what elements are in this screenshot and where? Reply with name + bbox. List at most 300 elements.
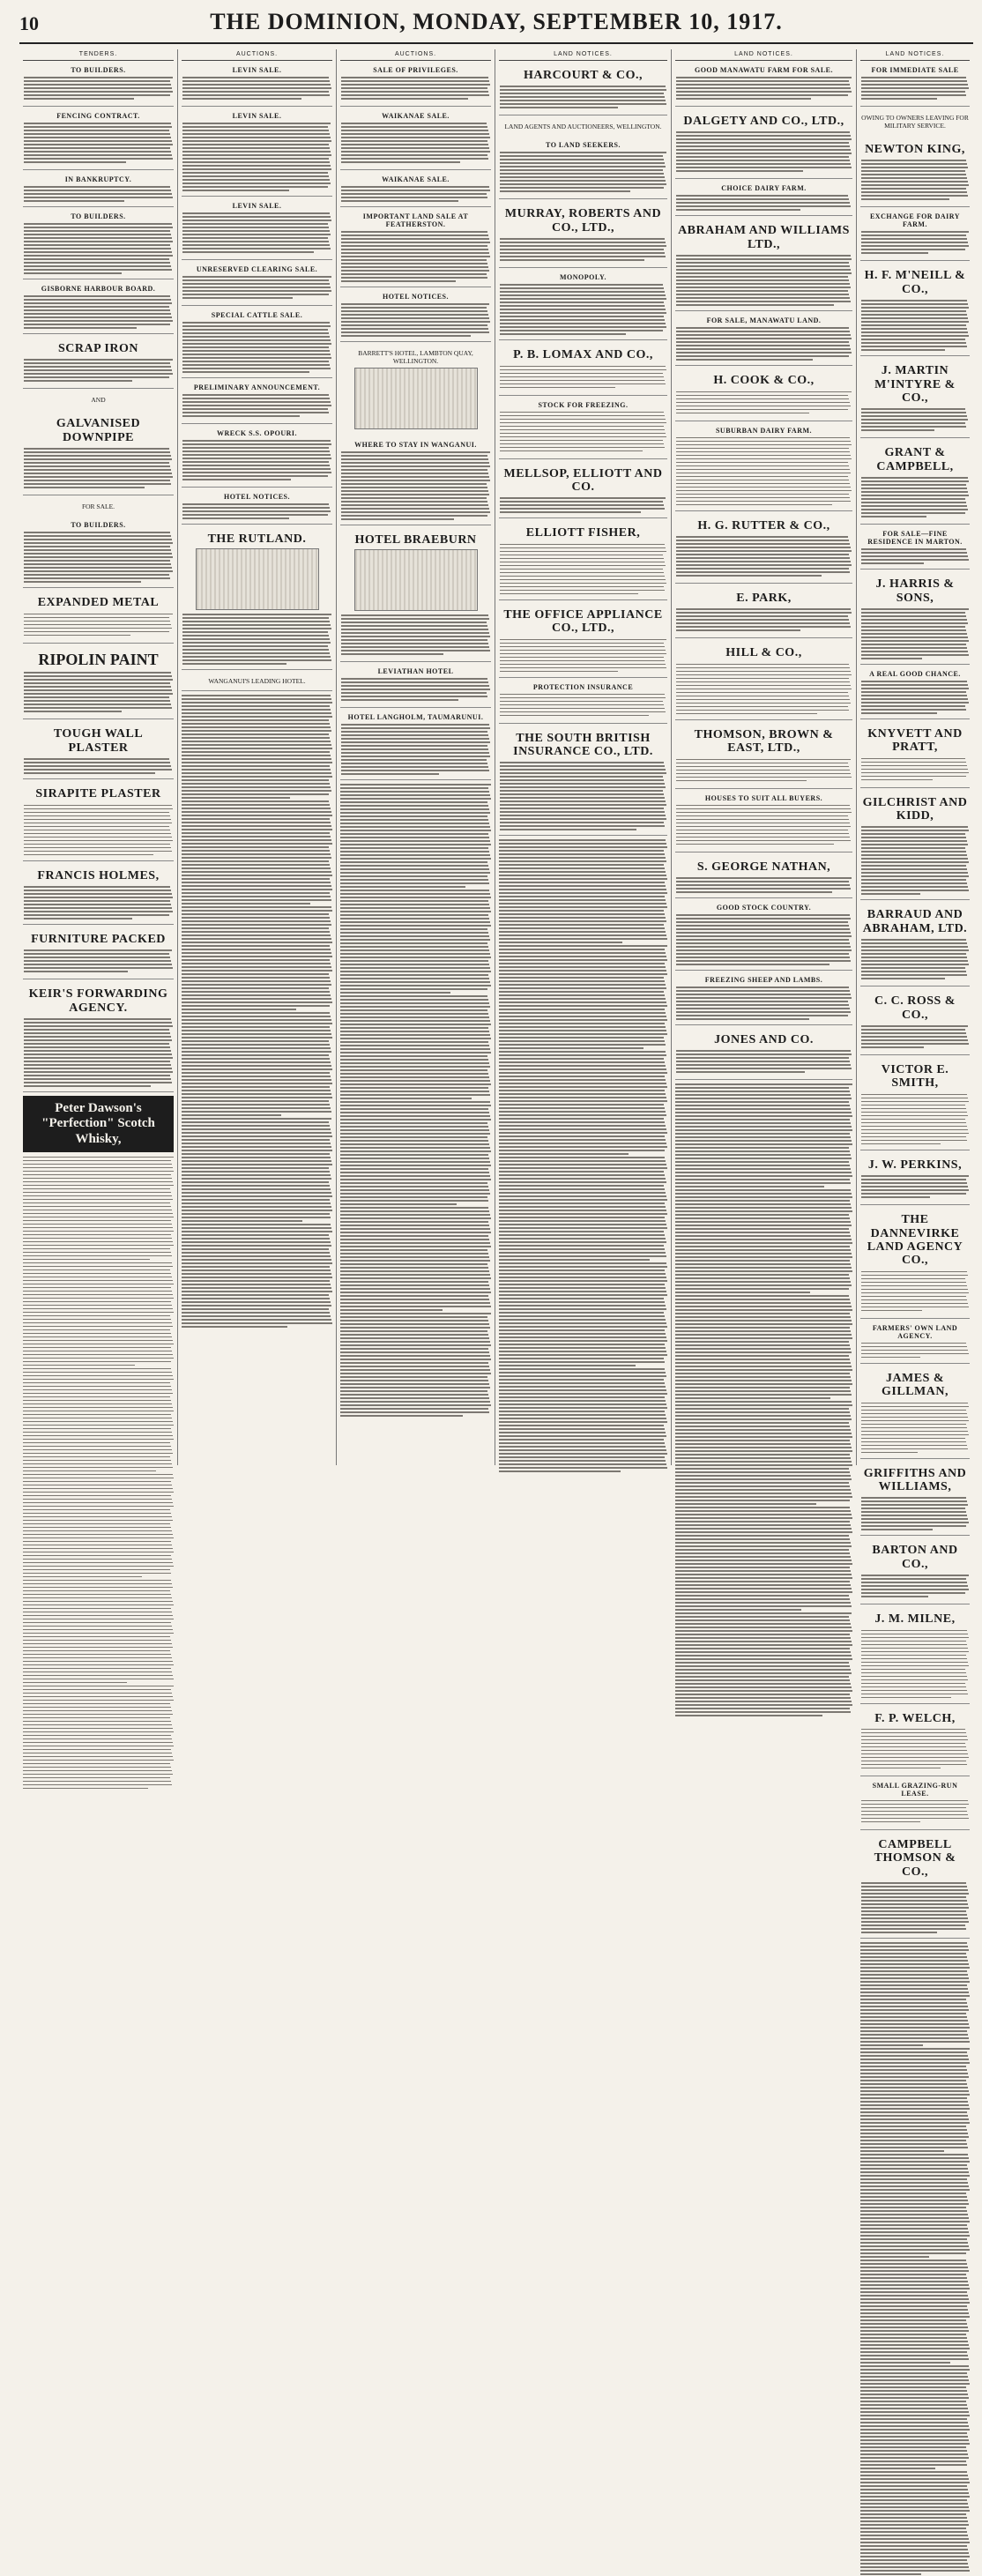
advertisement <box>23 722 174 779</box>
advertisement <box>23 337 174 389</box>
advertisement <box>860 989 970 1055</box>
small-print-text <box>500 693 666 719</box>
small-print-text <box>182 503 331 520</box>
column-header: LAND NOTICES. <box>860 49 970 61</box>
advertisement <box>182 490 332 525</box>
ad-display-name: J. HARRIS & SONS, <box>875 577 955 605</box>
small-print-text <box>182 321 331 374</box>
ad-heading: SMALL GRAZING-RUN LEASE. <box>872 1781 958 1798</box>
small-print-text <box>860 2047 970 2153</box>
advertisement <box>499 118 667 136</box>
ad-display-name: TOUGH WALL PLASTER <box>53 727 144 755</box>
ad-heading: A REAL GOOD CHANCE. <box>869 669 961 678</box>
small-print-text <box>861 1270 969 1314</box>
ad-heading: IN BANKRUPTCY. <box>64 175 132 183</box>
column-header: LAND NOTICES. <box>675 49 852 61</box>
advertisement <box>182 673 332 691</box>
small-print-text <box>24 949 173 975</box>
small-print-text <box>24 122 173 166</box>
ad-heading: GOOD STOCK COUNTRY. <box>716 903 812 912</box>
small-print-text <box>676 607 852 634</box>
small-print-text <box>340 1100 491 1206</box>
small-print-text <box>676 194 852 212</box>
small-print-text <box>182 275 331 302</box>
ad-display-name: H. F. M'NEILL & CO., <box>864 269 966 296</box>
advertisement <box>23 391 174 409</box>
advertisement <box>23 927 174 979</box>
ad-display-name: J. W. PERKINS, <box>867 1158 963 1172</box>
ad-heading: STOCK FOR FREEZING. <box>538 400 629 409</box>
ad-display-name: NEWTON KING, <box>865 143 965 156</box>
small-print-text <box>500 85 666 111</box>
small-print-text <box>340 994 491 1100</box>
advertisement <box>23 864 174 925</box>
ad-display-name: SIRAPITE PLASTER <box>35 787 161 801</box>
advertisement <box>340 109 491 170</box>
small-print-text <box>23 1473 174 1579</box>
ad-heading: UNRESERVED CLEARING SALE. <box>196 265 318 273</box>
advertisement <box>675 63 852 107</box>
ad-heading: EXCHANGE FOR DAIRY FARM. <box>869 212 961 229</box>
advertisement <box>499 681 667 724</box>
hotel-illustration <box>196 548 319 610</box>
ad-heading: WHERE TO STAY IN WANGANUI. <box>354 441 477 449</box>
small-print-text <box>499 838 667 944</box>
ad-display-name: ELLIOTT FISHER, <box>525 526 641 540</box>
advertisement <box>340 210 491 287</box>
ad-display-name: MELLSOP, ELLIOTT AND CO. <box>503 466 663 494</box>
advertisement <box>499 271 667 340</box>
small-print-text <box>500 638 666 674</box>
small-print-text <box>861 825 969 896</box>
advertisement <box>860 63 970 107</box>
small-print-text <box>182 1223 332 1329</box>
ad-heading: LEVIN SALE. <box>232 202 282 210</box>
small-print-text <box>24 804 173 857</box>
small-print-text <box>676 436 852 507</box>
ad-subheading: OWING TO OWNERS LEAVING FOR MILITARY SERVICE. <box>861 114 969 130</box>
ad-display-name: J. M. MILNE, <box>874 1612 956 1627</box>
advertisement <box>499 521 667 599</box>
small-print-text <box>341 677 490 704</box>
small-print-text <box>861 1093 969 1146</box>
small-print-text <box>676 986 852 1021</box>
small-print-text <box>340 1206 491 1312</box>
advertisement <box>675 641 852 719</box>
advertisement <box>499 603 667 678</box>
small-print-text <box>676 804 852 848</box>
small-print-text <box>861 159 969 203</box>
small-print-text <box>861 1024 969 1051</box>
small-print-text <box>24 185 173 203</box>
advertisement <box>340 290 491 342</box>
advertisement <box>182 381 332 424</box>
ad-display-name: EXPANDED METAL <box>37 596 160 610</box>
small-print-text <box>675 1083 852 1188</box>
small-print-text <box>182 393 331 420</box>
small-print-text <box>861 407 969 434</box>
small-print-text <box>861 547 969 565</box>
advertisement <box>340 63 491 107</box>
small-print-text <box>500 411 666 455</box>
ad-display-name: THE OFFICE APPLIANCE CO., LTD., <box>503 607 663 636</box>
ad-display-name: VICTOR E. SMITH, <box>881 1063 949 1091</box>
ad-display-name: DALGETY AND CO., LTD., <box>683 115 844 128</box>
advertisement <box>23 982 174 1092</box>
ad-heading: HOTEL NOTICES. <box>382 293 450 301</box>
advertisement <box>675 586 852 638</box>
small-print-text <box>860 1941 970 2047</box>
ad-heading: SPECIAL CATTLE SALE. <box>211 311 303 319</box>
ad-display-name: GALVANISED DOWNPIPE <box>56 417 141 444</box>
small-print-text <box>24 76 173 102</box>
small-print-text <box>676 76 852 102</box>
advertisement <box>860 1322 970 1364</box>
ad-heading: MONOPOLY. <box>559 273 607 282</box>
advertisement <box>860 1366 970 1459</box>
ad-display-name: C. C. ROSS & CO., <box>874 994 956 1022</box>
advertisement <box>860 527 970 570</box>
advertisement <box>182 263 332 306</box>
column-2 <box>178 49 337 1465</box>
advertisement <box>860 1058 970 1150</box>
advertisement <box>675 1028 852 1080</box>
advertisement <box>675 855 852 898</box>
ad-heading: FOR IMMEDIATE SALE <box>871 66 959 74</box>
advertisement <box>860 903 970 986</box>
small-print-text <box>675 1506 852 1612</box>
ad-display-name: BARRAUD AND ABRAHAM, LTD. <box>862 908 968 935</box>
small-print-text <box>676 913 852 966</box>
small-print-text <box>861 299 969 352</box>
advertisement <box>23 282 174 334</box>
advertisement <box>340 345 491 436</box>
ad-display-name: GILCHRIST AND KIDD, <box>862 795 968 823</box>
small-print-text <box>676 130 852 175</box>
ad-heading: WAIKANAE SALE. <box>382 112 450 120</box>
small-print-text <box>675 1612 852 1717</box>
small-print-text <box>676 391 852 417</box>
small-print-text <box>500 543 666 596</box>
small-print-text <box>861 1728 969 1772</box>
advertisement <box>182 199 332 260</box>
small-print-text <box>500 151 666 195</box>
advertisement <box>23 646 174 720</box>
ad-heading: FENCING CONTRACT. <box>56 112 140 120</box>
advertisement <box>23 591 174 643</box>
ad-heading: IMPORTANT LAND SALE AT FEATHERSTON. <box>362 212 469 228</box>
ad-display-name: RIPOLIN PAINT <box>38 650 159 668</box>
ad-display-name: KEIR'S FORWARDING AGENCY. <box>28 987 168 1015</box>
ad-heading: HOTEL NOTICES. <box>223 493 291 501</box>
small-print-text <box>182 212 331 256</box>
small-print-text <box>182 122 331 192</box>
advertisement <box>860 1707 970 1776</box>
advertisement <box>23 210 174 279</box>
advertisement <box>23 412 174 495</box>
advertisement <box>182 309 332 378</box>
small-print-text <box>499 1156 667 1262</box>
column-6 <box>857 49 973 1879</box>
small-print-text <box>500 496 666 514</box>
advertisement <box>675 901 852 971</box>
advertisement <box>23 109 174 170</box>
small-print-text <box>24 294 173 330</box>
small-print-text <box>341 185 490 203</box>
ad-heading: FOR SALE, MANAWATU LAND. <box>706 316 822 325</box>
small-print-text <box>676 876 852 894</box>
advertisement <box>499 138 667 199</box>
ad-heading: LEVIATHAN HOTEL <box>377 667 454 676</box>
advertisement <box>675 219 852 311</box>
advertisement <box>675 514 852 584</box>
small-print-text <box>23 1579 174 1685</box>
small-print-text <box>500 283 666 336</box>
small-print-text <box>676 535 852 579</box>
small-print-text <box>676 254 852 307</box>
small-print-text <box>341 450 490 521</box>
advertisement <box>675 723 852 789</box>
ad-display-name: SCRAP IRON <box>58 342 138 355</box>
small-print-text <box>500 761 666 831</box>
small-print-text <box>500 365 666 391</box>
advertisement <box>23 782 174 860</box>
page-number: 10 <box>19 12 39 34</box>
small-print-text <box>24 531 173 584</box>
advertisement <box>860 441 970 525</box>
columns-area <box>19 49 973 1879</box>
ad-display-name: P. B. LOMAX AND CO., <box>513 348 653 362</box>
advertisement <box>860 791 970 901</box>
small-print-text <box>24 671 173 715</box>
small-print-text <box>861 1629 969 1700</box>
advertisement <box>675 424 852 511</box>
column-header: TENDERS. <box>23 49 174 61</box>
advertisement <box>499 343 667 395</box>
small-print-text <box>676 326 852 361</box>
ad-display-name: HARCOURT & CO., <box>523 69 644 82</box>
column-5 <box>672 49 857 1465</box>
hotel-illustration <box>354 368 478 429</box>
small-print-text <box>23 1262 174 1367</box>
small-print-text <box>341 302 490 338</box>
small-print-text <box>182 1117 332 1223</box>
column-4 <box>495 49 672 1465</box>
ad-heading: LEVIN SALE. <box>232 112 282 120</box>
ad-heading: TO BUILDERS. <box>71 66 126 74</box>
small-print-text <box>861 476 969 520</box>
advertisement <box>860 359 970 438</box>
small-print-text <box>500 237 666 264</box>
small-print-text <box>24 222 173 275</box>
small-print-text <box>860 2470 970 2576</box>
small-print-text <box>341 76 490 102</box>
ad-heading: FOR SALE—FINE RESIDENCE IN MARTON. <box>867 530 963 547</box>
ad-heading: WAIKANAE SALE. <box>382 175 450 183</box>
small-print-text <box>499 1050 667 1156</box>
small-print-text <box>861 1799 969 1826</box>
advertisement <box>860 572 970 665</box>
ad-display-name: F. P. WELCH, <box>874 1711 956 1725</box>
advertisement <box>340 438 491 525</box>
advertisement <box>860 264 970 356</box>
small-print-text <box>182 613 331 666</box>
advertisement <box>860 138 970 207</box>
small-print-text <box>676 758 852 785</box>
small-print-text <box>675 1294 852 1400</box>
small-print-text <box>861 680 969 715</box>
advertisement <box>23 518 174 588</box>
small-print-text <box>860 2259 970 2364</box>
ad-display-name: MURRAY, ROBERTS AND CO., LTD., <box>504 207 662 235</box>
small-print-text <box>182 1011 332 1117</box>
small-print-text <box>182 76 331 102</box>
advertisement <box>23 63 174 107</box>
ad-heading: TO BUILDERS. <box>71 212 126 220</box>
small-print-text <box>676 663 852 716</box>
small-print-text <box>861 76 969 102</box>
small-print-text <box>182 439 331 483</box>
advertisement <box>675 792 852 852</box>
small-print-text <box>23 1367 174 1473</box>
advertisement <box>340 173 491 207</box>
advertisement <box>675 369 852 421</box>
advertisement <box>675 314 852 366</box>
small-print-text <box>182 905 332 1011</box>
advertisement <box>860 1462 970 1537</box>
advertisement <box>860 722 970 788</box>
ad-heading: SALE OF PRIVILEGES. <box>373 66 458 74</box>
ad-display-name: THE RUTLAND. <box>207 532 307 546</box>
ad-display-name: THOMSON, BROWN & EAST, LTD., <box>694 727 834 756</box>
small-print-text <box>861 938 969 982</box>
ad-display-name: FURNITURE PACKED <box>31 932 166 946</box>
advertisement <box>182 109 332 197</box>
masthead <box>19 7 973 44</box>
small-print-text <box>341 230 490 283</box>
column-header: AUCTIONS. <box>182 49 332 61</box>
column-3 <box>337 49 495 1465</box>
ad-subheading: BARRETT'S HOTEL, LAMBTON QUAY, WELLINGTON. <box>358 349 473 365</box>
ad-heading: HOTEL LANGHOLM, TAUMARUNUI. <box>347 713 484 722</box>
small-print-text <box>675 1400 852 1506</box>
small-print-text <box>341 122 490 166</box>
advertisement <box>340 665 491 708</box>
small-print-text <box>676 1049 852 1076</box>
advertisement <box>860 1153 970 1205</box>
advertisement <box>860 1538 970 1604</box>
advertisement <box>23 173 174 207</box>
ad-heading: GISBORNE HARBOUR BOARD. <box>41 285 156 293</box>
ad-display-name: JONES AND CO. <box>714 1032 814 1046</box>
small-print-text <box>860 2364 970 2470</box>
ad-heading: SUBURBAN DAIRY FARM. <box>715 426 813 435</box>
ad-display-name: KNYVETT AND PRATT, <box>867 726 963 755</box>
advertisement <box>860 109 970 135</box>
small-print-text <box>23 1156 174 1262</box>
ad-subheading: WANGANUI'S LEADING HOTEL. <box>208 677 306 686</box>
ad-display-name: BARTON AND CO., <box>872 1544 958 1571</box>
advertisement <box>499 63 667 115</box>
small-print-text <box>860 2153 970 2259</box>
ad-display-name: CAMPBELL THOMSON & CO., <box>874 1837 956 1879</box>
ad-display-name: GRIFFITHS AND WILLIAMS, <box>863 1466 967 1493</box>
column-1 <box>19 49 178 1465</box>
advertisement <box>182 427 332 488</box>
advertisement <box>860 210 970 261</box>
advertisement <box>499 398 667 459</box>
hotel-illustration <box>354 549 478 611</box>
small-print-text <box>340 783 491 889</box>
ad-heading: PRELIMINARY ANNOUNCEMENT. <box>193 383 321 391</box>
small-print-text <box>340 1312 491 1418</box>
small-print-text <box>861 1342 969 1359</box>
ad-display-name: GRANT & CAMPBELL, <box>876 446 954 473</box>
ad-subheading: FOR SALE. <box>81 503 115 511</box>
ad-heading: FREEZING SHEEP AND LAMBS. <box>704 975 823 984</box>
small-print-text <box>24 613 173 639</box>
ad-display-name: THE SOUTH BRITISH INSURANCE CO., LTD. <box>513 731 653 758</box>
ad-heading: WRECK S.S. OPOURI. <box>216 429 297 437</box>
advertisement <box>860 1208 970 1319</box>
ad-heading: HOUSES TO SUIT ALL BUYERS. <box>704 793 823 802</box>
small-print-text <box>861 1402 969 1455</box>
small-print-text <box>861 1881 969 1934</box>
ad-display-name: HOTEL BRAEBURN <box>354 533 477 547</box>
ad-display-name: HILL & CO., <box>725 646 802 660</box>
advertisement <box>860 1779 970 1830</box>
small-print-text <box>23 1685 174 1791</box>
small-print-text <box>24 757 173 775</box>
ad-heading: LEVIN SALE. <box>232 66 282 74</box>
small-print-text <box>861 230 969 257</box>
ad-heading: PROTECTION INSURANCE <box>532 682 634 691</box>
small-print-text <box>182 800 332 905</box>
ad-display-name: JAMES & GILLMAN, <box>882 1371 949 1399</box>
small-print-text <box>675 1188 852 1294</box>
advertisement <box>340 711 491 780</box>
small-print-text <box>24 358 173 384</box>
ad-display-name: FRANCIS HOLMES, <box>37 868 160 882</box>
small-print-text <box>499 944 667 1050</box>
small-print-text <box>861 1174 969 1201</box>
small-print-text <box>341 723 490 776</box>
small-print-text <box>499 1367 667 1473</box>
newspaper-title: THE DOMINION, MONDAY, SEPTEMBER 10, 1917. <box>210 9 783 34</box>
advertisement <box>499 202 667 268</box>
ad-heading: TO LAND SEEKERS. <box>546 141 621 150</box>
small-print-text <box>340 889 491 994</box>
advertisement <box>860 1607 970 1703</box>
ad-display-name: H. COOK & CO., <box>713 374 815 388</box>
small-print-text <box>24 885 173 920</box>
ad-display-name: S. GEORGE NATHAN, <box>696 860 831 874</box>
ad-heading: TO BUILDERS. <box>71 521 126 530</box>
advertisement <box>499 726 667 837</box>
advertisement <box>860 667 970 719</box>
advertisement <box>23 498 174 516</box>
ad-subheading: AND <box>91 396 106 405</box>
small-print-text <box>24 1017 173 1088</box>
advertisement <box>499 462 667 519</box>
advertisement <box>182 527 332 670</box>
small-print-text <box>341 614 490 658</box>
advertisement <box>675 973 852 1025</box>
ad-display-name: THE DANNEVIRKE LAND AGENCY CO., <box>867 1213 963 1268</box>
advertisement <box>675 182 852 216</box>
ad-heading: FARMERS' OWN LAND AGENCY. <box>872 1323 958 1340</box>
small-print-text <box>861 757 969 784</box>
